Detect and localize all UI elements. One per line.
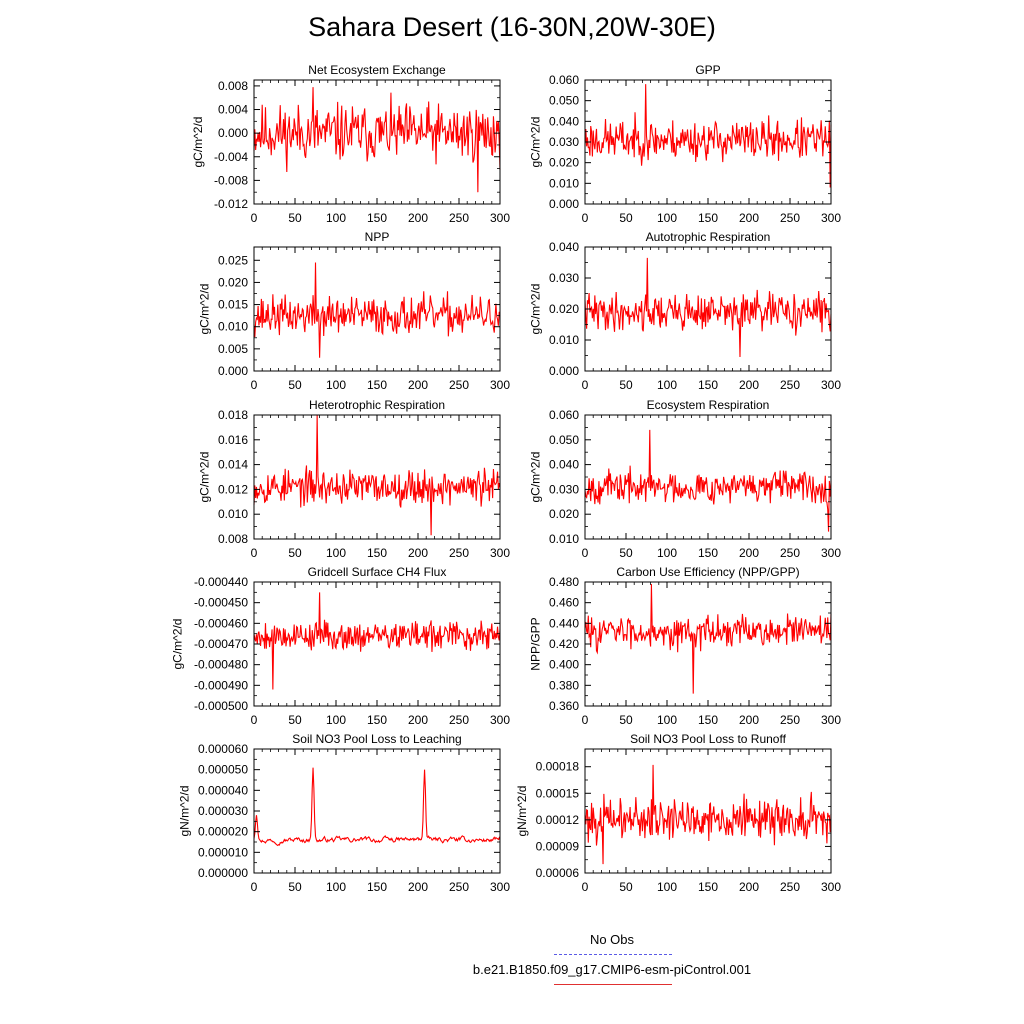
plot-frame [585, 415, 831, 539]
y-tick-label: 0.000 [548, 197, 579, 211]
x-tick-label: 200 [407, 546, 429, 560]
x-tick-label: 300 [820, 546, 842, 560]
series-line [254, 263, 500, 358]
x-tick-label: 50 [619, 211, 633, 225]
x-tick-label: 100 [656, 211, 678, 225]
y-axis-label: gC/m^2/d [528, 283, 543, 335]
panel-title: Carbon Use Efficiency (NPP/GPP) [616, 565, 800, 579]
y-tick-label: 0.480 [548, 575, 579, 589]
y-tick-label: 0.010 [217, 319, 248, 334]
y-tick-label: 0.030 [548, 135, 579, 149]
series-line [585, 258, 831, 357]
series-line [585, 584, 831, 694]
series-line [585, 430, 831, 532]
x-tick-label: 50 [619, 378, 633, 392]
panel-title: NPP [364, 230, 390, 244]
y-axis-label: gN/m^2/d [177, 785, 192, 837]
panel-title: Net Ecosystem Exchange [308, 63, 446, 77]
x-tick-label: 100 [325, 546, 347, 560]
x-tick-label: 250 [448, 546, 470, 560]
panel-title: GPP [695, 63, 721, 77]
y-tick-label: 0.000 [548, 364, 579, 378]
y-tick-label: 0.060 [548, 408, 579, 422]
y-tick-label: 0.00012 [535, 812, 579, 827]
y-tick-label: 0.018 [217, 408, 248, 422]
y-tick-label: 0.050 [548, 432, 579, 447]
series-line [254, 592, 500, 689]
y-tick-label: 0.000040 [197, 783, 248, 798]
x-tick-label: 200 [407, 378, 429, 392]
x-tick-label: 100 [325, 713, 347, 727]
x-tick-label: 250 [448, 713, 470, 727]
x-tick-label: 50 [288, 880, 302, 894]
x-tick-label: 200 [738, 713, 760, 727]
x-tick-label: 150 [366, 880, 388, 894]
x-tick-label: 250 [448, 880, 470, 894]
y-axis-label: gC/m^2/d [170, 618, 185, 670]
x-tick-label: 150 [366, 713, 388, 727]
y-tick-label: 0.420 [548, 637, 579, 651]
x-tick-label: 100 [656, 546, 678, 560]
x-tick-label: 200 [407, 713, 429, 727]
y-tick-label: 0.00018 [535, 759, 579, 774]
y-axis-label: gC/m^2/d [190, 116, 205, 168]
x-tick-label: 50 [619, 880, 633, 894]
y-tick-label: -0.000450 [193, 595, 248, 610]
y-tick-label: 0.360 [548, 699, 579, 713]
plot-frame [254, 749, 500, 873]
plot-frame [254, 415, 500, 539]
x-tick-label: 150 [697, 378, 719, 392]
y-tick-label: 0.00015 [535, 786, 579, 801]
y-tick-label: 0.050 [548, 93, 579, 108]
x-tick-label: 100 [325, 880, 347, 894]
panel-title: Soil NO3 Pool Loss to Runoff [630, 732, 786, 746]
x-tick-label: 0 [581, 211, 589, 225]
series-line [254, 768, 500, 846]
x-tick-label: 50 [288, 713, 302, 727]
x-tick-label: 0 [250, 378, 258, 392]
x-tick-label: 0 [581, 713, 589, 727]
x-tick-label: 200 [407, 880, 429, 894]
y-axis-label: gC/m^2/d [528, 451, 543, 503]
y-tick-label: 0.015 [217, 297, 248, 312]
x-tick-label: 0 [250, 713, 258, 727]
x-tick-label: 150 [697, 211, 719, 225]
y-axis-label: gC/m^2/d [197, 451, 212, 503]
series-line [585, 84, 831, 187]
panel-title: Gridcell Surface CH4 Flux [307, 565, 447, 579]
x-tick-label: 100 [325, 211, 347, 225]
y-tick-label: 0.00009 [535, 839, 579, 854]
y-tick-label: -0.012 [213, 197, 248, 211]
panel-title: Heterotrophic Respiration [308, 398, 446, 412]
x-tick-label: 100 [656, 713, 678, 727]
x-tick-label: 300 [489, 546, 511, 560]
y-axis-label: gC/m^2/d [197, 283, 212, 335]
y-tick-label: 0.380 [548, 678, 579, 693]
y-tick-label: -0.000460 [193, 616, 248, 631]
y-tick-label: 0.060 [548, 73, 579, 87]
y-tick-label: 0.000000 [197, 866, 248, 880]
panel-title: Soil NO3 Pool Loss to Leaching [292, 732, 462, 746]
y-tick-label: -0.000500 [193, 699, 248, 713]
x-tick-label: 50 [619, 713, 633, 727]
y-tick-label: 0.010 [548, 176, 579, 191]
y-tick-label: -0.000470 [193, 637, 248, 651]
y-tick-label: 0.00006 [535, 866, 579, 880]
x-tick-label: 0 [581, 378, 589, 392]
panel-title: Autotrophic Respiration [645, 230, 771, 244]
x-tick-label: 250 [779, 378, 801, 392]
y-tick-label: 0.020 [548, 155, 579, 170]
x-tick-label: 50 [619, 546, 633, 560]
x-tick-label: 50 [288, 211, 302, 225]
legend-line-no-obs [554, 954, 672, 955]
x-tick-label: 150 [697, 546, 719, 560]
y-tick-label: 0.000010 [197, 845, 248, 860]
y-tick-label: 0.004 [217, 102, 248, 117]
y-tick-label: 0.000 [217, 364, 248, 378]
x-tick-label: 300 [820, 713, 842, 727]
series-line [254, 415, 500, 535]
y-tick-label: 0.000 [217, 126, 248, 141]
y-tick-label: -0.000440 [193, 575, 248, 589]
x-tick-label: 0 [250, 211, 258, 225]
x-tick-label: 300 [820, 880, 842, 894]
y-tick-label: 0.440 [548, 616, 579, 631]
x-tick-label: 50 [288, 546, 302, 560]
x-tick-label: 300 [489, 713, 511, 727]
legend-line-model [554, 984, 672, 985]
y-tick-label: 0.030 [548, 271, 579, 285]
y-tick-label: 0.008 [217, 78, 248, 93]
y-tick-label: 0.040 [548, 114, 579, 129]
panel-title: Ecosystem Respiration [646, 398, 770, 412]
y-tick-label: 0.000050 [197, 762, 248, 777]
x-tick-label: 300 [489, 880, 511, 894]
y-axis-label: gC/m^2/d [528, 116, 543, 168]
x-tick-label: 250 [779, 546, 801, 560]
y-tick-label: 0.400 [548, 657, 579, 672]
x-tick-label: 200 [738, 378, 760, 392]
x-tick-label: 300 [489, 378, 511, 392]
x-tick-label: 150 [366, 546, 388, 560]
y-tick-label: 0.005 [217, 341, 248, 356]
y-tick-label: 0.025 [217, 253, 248, 268]
y-axis-label: gN/m^2/d [515, 785, 530, 837]
x-tick-label: 0 [250, 546, 258, 560]
x-tick-label: 300 [489, 211, 511, 225]
y-tick-label: 0.040 [548, 240, 579, 254]
x-tick-label: 250 [779, 713, 801, 727]
series-line [254, 87, 500, 192]
x-tick-label: 250 [779, 211, 801, 225]
y-tick-label: 0.014 [217, 457, 248, 472]
y-tick-label: 0.010 [548, 532, 579, 546]
x-tick-label: 250 [448, 378, 470, 392]
x-tick-label: 200 [738, 880, 760, 894]
y-tick-label: 0.030 [548, 482, 579, 497]
x-tick-label: 250 [448, 211, 470, 225]
y-tick-label: 0.000030 [197, 804, 248, 818]
y-tick-label: -0.000480 [193, 657, 248, 672]
x-tick-label: 150 [366, 211, 388, 225]
series-line [585, 765, 831, 864]
plot-frame [585, 582, 831, 706]
x-tick-label: 150 [697, 880, 719, 894]
legend-label-model: b.e21.B1850.f09_g17.CMIP6-esm-piControl.001 [472, 962, 752, 977]
x-tick-label: 0 [250, 880, 258, 894]
y-tick-label: 0.010 [217, 507, 248, 522]
y-tick-label: 0.008 [217, 532, 248, 546]
y-tick-label: 0.020 [548, 507, 579, 522]
y-tick-label: 0.016 [217, 432, 248, 447]
y-tick-label: 0.000020 [197, 824, 248, 839]
y-tick-label: -0.000490 [193, 678, 248, 693]
x-tick-label: 200 [407, 211, 429, 225]
x-tick-label: 300 [820, 378, 842, 392]
y-tick-label: -0.008 [213, 173, 248, 188]
y-tick-label: 0.460 [548, 595, 579, 610]
plot-frame [585, 749, 831, 873]
x-tick-label: 100 [656, 880, 678, 894]
y-tick-label: 0.020 [548, 302, 579, 316]
x-tick-label: 150 [366, 378, 388, 392]
x-tick-label: 0 [581, 880, 589, 894]
page-title: Sahara Desert (16-30N,20W-30E) [308, 12, 716, 42]
x-tick-label: 50 [288, 378, 302, 392]
y-tick-label: 0.012 [217, 482, 248, 497]
x-tick-label: 300 [820, 211, 842, 225]
y-tick-label: 0.020 [217, 275, 248, 290]
x-tick-label: 0 [581, 546, 589, 560]
y-tick-label: 0.000060 [197, 742, 248, 756]
y-tick-label: -0.004 [213, 149, 248, 164]
x-tick-label: 100 [656, 378, 678, 392]
y-tick-label: 0.010 [548, 333, 579, 347]
x-tick-label: 150 [697, 713, 719, 727]
x-tick-label: 100 [325, 378, 347, 392]
x-tick-label: 200 [738, 546, 760, 560]
x-tick-label: 200 [738, 211, 760, 225]
y-tick-label: 0.040 [548, 457, 579, 472]
x-tick-label: 250 [779, 880, 801, 894]
y-axis-label: NPP/GPP [528, 617, 543, 671]
legend-label-no-obs: No Obs [589, 932, 635, 947]
